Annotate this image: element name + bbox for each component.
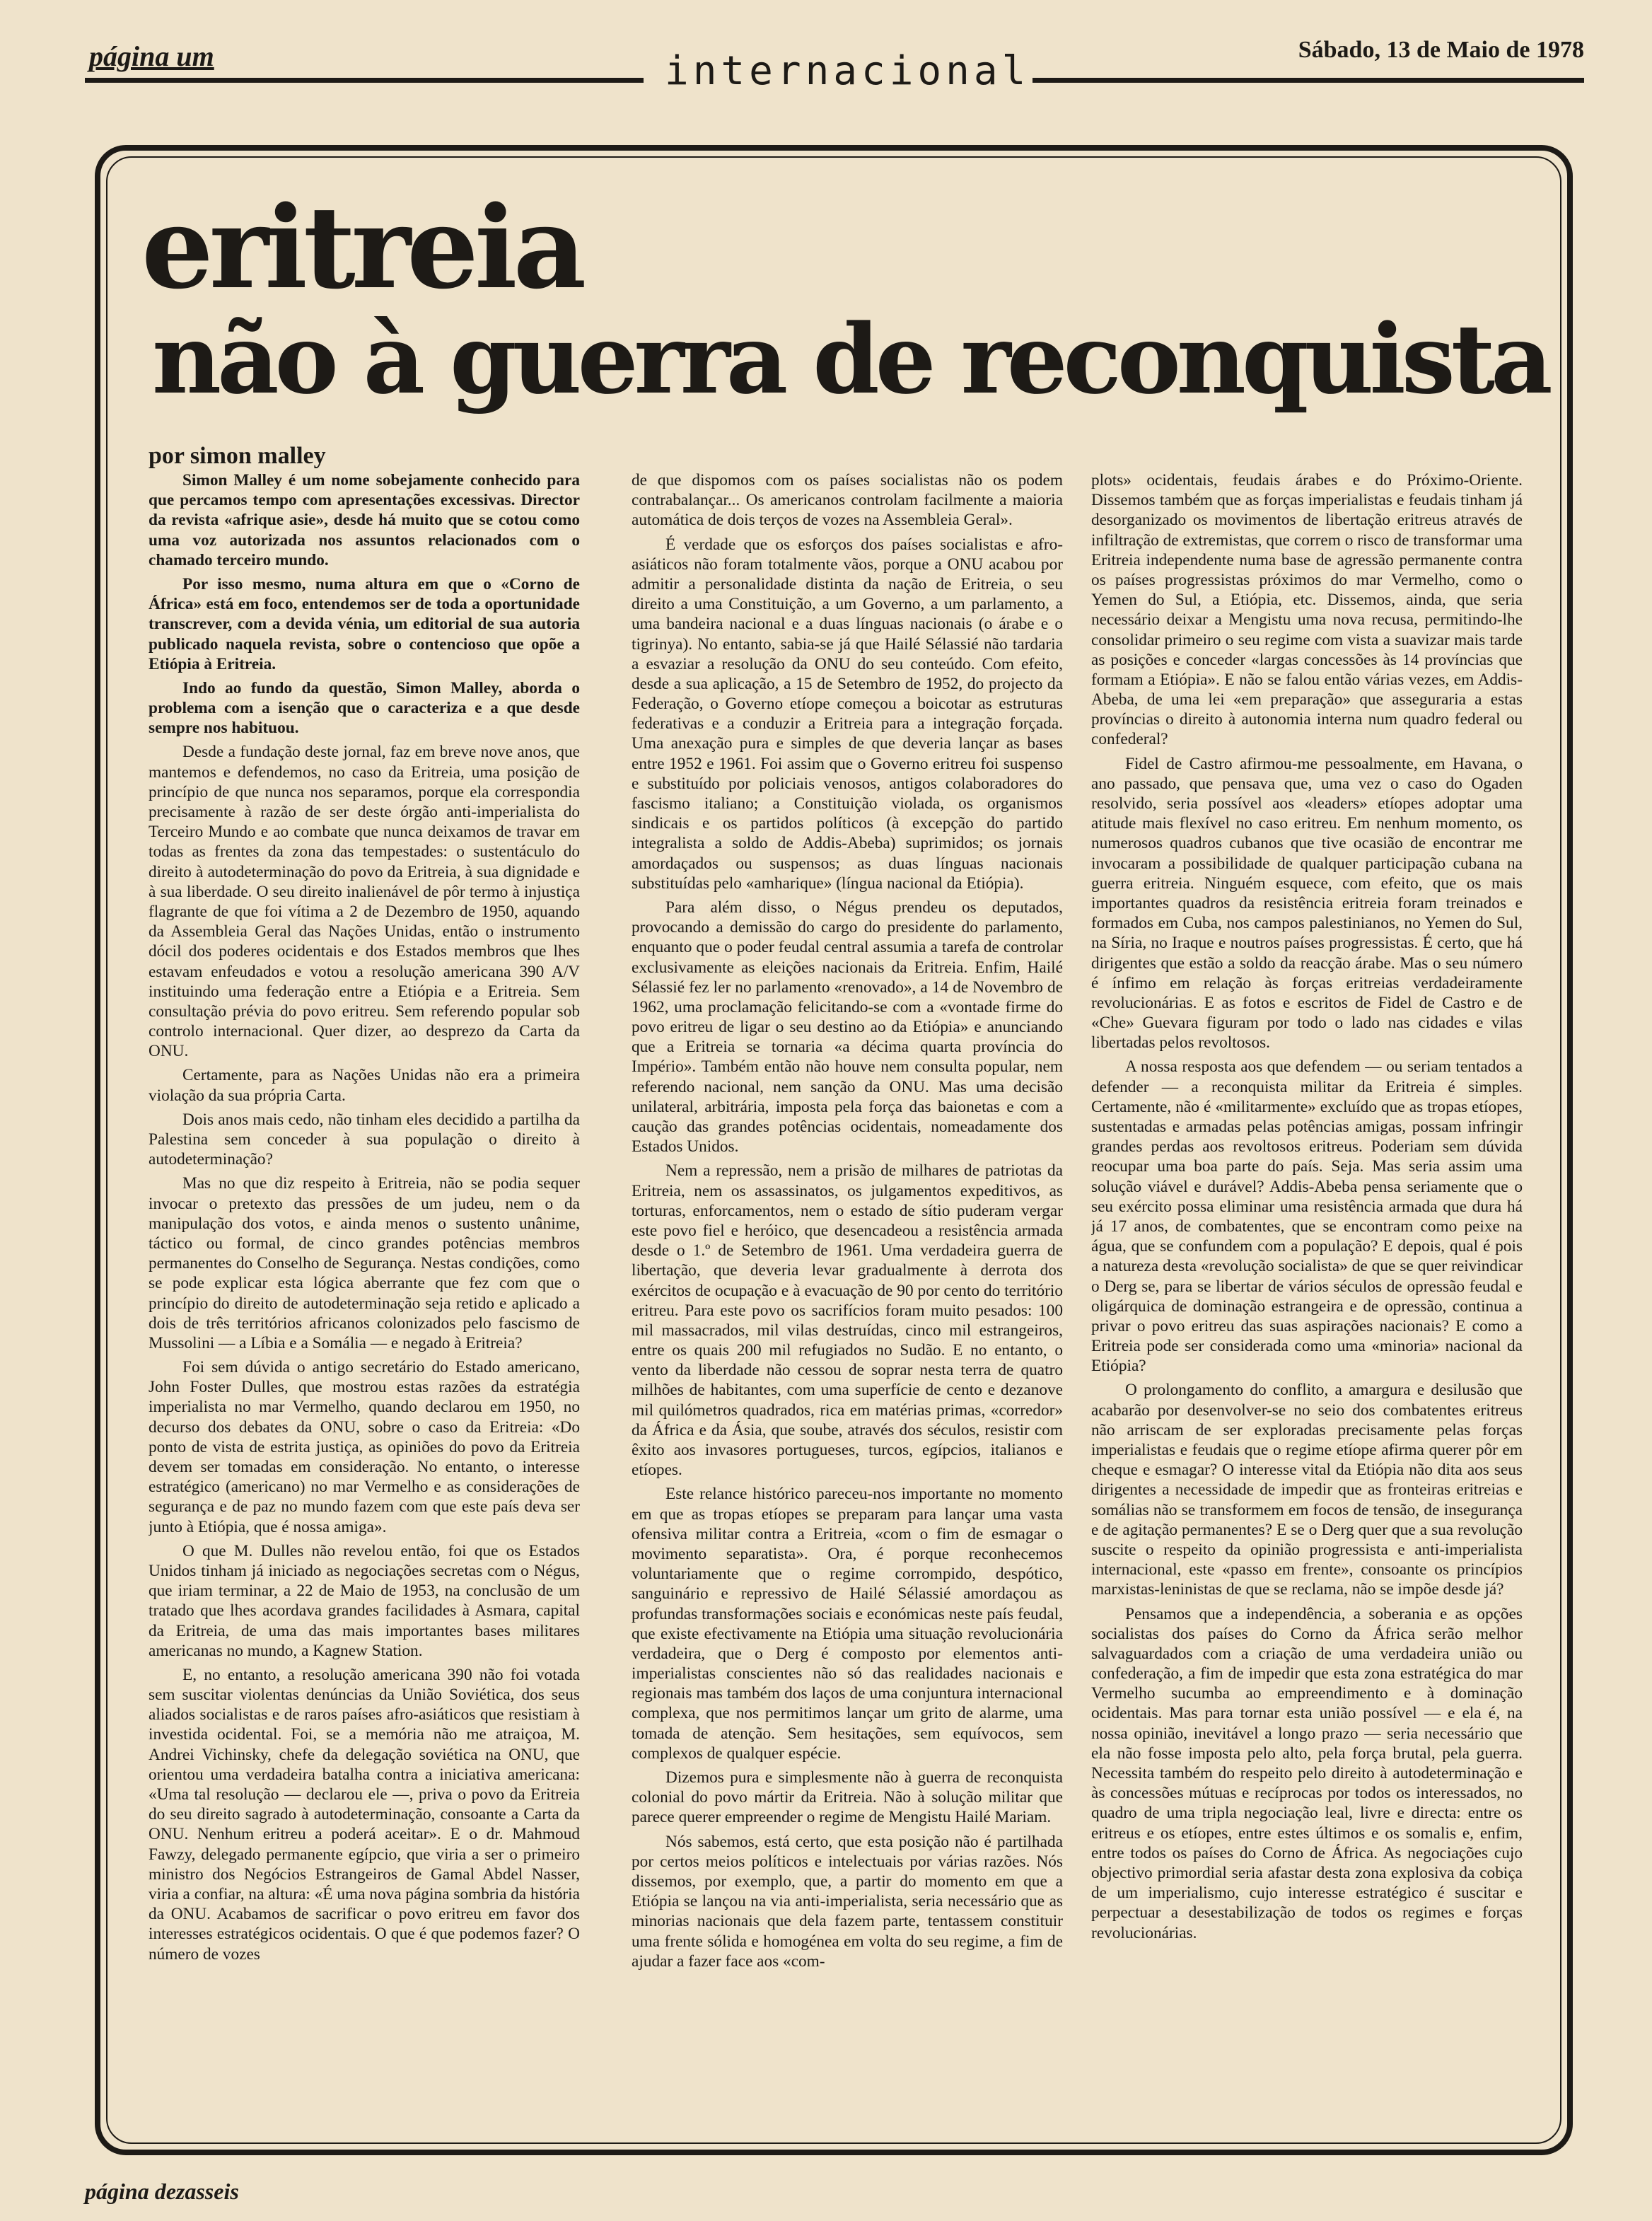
article-paragraph: plots» ocidentais, feudais árabes e do Próximo-Oriente. Dissemos também que as forças imperialistas e feudais tinham já desorganizado os movimentos de libertação eritreus através de infiltração de extremistas, que correm o risco de transformar uma Eritreia independente numa base de agressão permanente contra os países progressistas próximos do mar Vermelho, como o Yemen do Sul, a Etiópia, etc. Dissemos, ainda, que seria necessário deixar a Mengistu uma nova recusa, permitindo-lhe consolidar primeiro o seu regime com vista a suavizar mais tarde as posições e conceder «largas concessões às 14 províncias que formam a Etiópia». E não se falou então várias vezes, em Addis-Abeba, de uma lei «em preparação» que asseguraria a estas províncias o direito à autonomia interna num quadro federal ou confederal? xyxy=(1091,471,1523,749)
issue-date: Sábado, 13 de Maio de 1978 xyxy=(1298,37,1584,63)
section-title: internacional xyxy=(665,48,1030,94)
headline-line-2: não à guerra de reconquista xyxy=(152,303,1549,415)
article-paragraph: É verdade que os esforços dos países socialistas e afro-asiáticos não foram totalmente vãos, porque a ONU acabou por admitir a personalidade distinta da nação de Eritreia, o seu direito a uma Constituição, a um Governo, a um parlamento, a uma bandeira nacional e a duas línguas nacionais (o árabe e o tigrinya). No entanto, sabia-se já que Hailé Sélassié não tardaria a esvaziar a resolução da ONU do seu conteúdo. Com efeito, desde a sua aplicação, a 15 de Setembro de 1952, do projecto da Federação, o Governo etíope começou a boicotar as estruturas federativas e a conduzir a Eritreia para a integração forçada. Uma anexação pura e simples de que deveria lançar as bases entre 1952 e 1961. Foi assim que o Governo eritreu foi suspenso e substituído por policiais venosos, antigos colaboradores do fascismo italiano; a Constituição violada, os organismos sindicais e os partidos políticos (à excepção do partido integralista a soldo de Addis-Abeba) suprimidos; os jornais amordaçados ou suspensos; as duas línguas nacionais substituídas pelo «amharique» (língua nacional da Etiópia). xyxy=(632,535,1063,893)
header-rule-right xyxy=(1032,78,1584,83)
article-paragraph: Certamente, para as Nações Unidas não era a primeira violação da sua própria Carta. xyxy=(149,1066,580,1105)
article-paragraph: Para além disso, o Négus prendeu os deputados, provocando a demissão do cargo do presidente do parlamento, enquanto que o poder feudal central assumia a tarefa de controlar exclusivamente as eleições nacionais da Eritreia. Enfim, Hailé Sélassié fez ler no parlamento «renovado», a 14 de Novembro de 1962, uma proclamação felicitando-se com a «vontade firme do povo eritreu de ligar o seu destino ao da Etiópia» e anunciando que a Eritreia se tornaria «a décima quarta província do Império». Também então não houve nem consulta popular, nem referendo nacional, nem sanção da ONU. Mas uma decisão unilateral, arbitrária, imposta pela força das baionetas e com a caução das grandes potências ocidentais, nomeadamente dos Estados Unidos. xyxy=(632,898,1063,1156)
article-paragraph: A nossa resposta aos que defendem — ou seriam tentados a defender — a reconquista militar da Eritreia é simples. Certamente, não é «militarmente» excluído que as tropas etíopes, sustentadas e armadas pelas potências amigas, possam infringir grandes perdas aos revoltosos eritreus. Poderiam sem dúvida reocupar uma boa parte do país. Seja. Mas seria assim uma solução viável e durável? Addis-Abeba pensa seriamente que o seu exército possa eliminar uma resistência armada que dura há já 17 anos, de combatentes, que se encontram como peixe na água, que se confundem com a população? E depois, qual é pois a natureza desta «revolução socialista» de que se quer reivindicar o Derg se, para se libertar de vários séculos de opressão feudal e oligárquica de dominação estrangeira e de opressão, continua a privar o povo eritreu das suas aspirações nacionais? E como a Eritreia pode ser considerada como uma «minoria» nacional da Etiópia? xyxy=(1091,1057,1523,1376)
article-paragraph: Nós sabemos, está certo, que esta posição não é partilhada por certos meios políticos e intelectuais por várias razões. Nós dissemos, por exemplo, que, a partir do momento em que a Etiópia se lançou na via anti-imperialista, seria necessário que as minorias nacionais que dela fazem parte, tentassem constituir uma frente sólida e homogénea em volta do seu regime, a fim de ajudar a fazer face aos «com- xyxy=(632,1832,1063,1971)
article-paragraph: Por isso mesmo, numa altura em que o «Corno de África» está em foco, entendemos ser de toda a oportunidade transcrever, com a devida vénia, um editorial de sua autoria publicado naquela revista, sobre o contencioso que opõe a Etiópia à Eritreia. xyxy=(149,574,580,673)
article-paragraph: Este relance histórico pareceu-nos importante no momento em que as tropas etíopes se preparam para lançar uma vasta ofensiva militar contra a Eritreia, «com o fim de esmagar o movimento separatista». Ora, é porque reconhecemos voluntariamente que o regime corrompido, despótico, sanguinário e repressivo de Hailé Sélassié amordaçou as profundas transformações sociais e económicas neste país feudal, que existe efectivamente na Etiópia uma situação revolucionária verdadeira, que o Derg é composto por elementos anti-imperialistas conscientes não só das realidades nacionais e regionais mas também dos laços de uma conjuntura internacional complexa, que nos permitimos lançar um grito de alarme, uma tomada de atenção. Sem hesitações, sem equívocos, sem complexos de qualquer espécie. xyxy=(632,1485,1063,1763)
article-paragraph: Desde a fundação deste jornal, faz em breve nove anos, que mantemos e defendemos, no caso da Eritreia, uma posição de princípio de que nunca nos separamos, porque ela correspondia precisamente à razão de ser deste órgão anti-imperialista do Terceiro Mundo e ao combate que nunca deixamos de travar em todas as frentes da zona das tempestades: o sustentáculo do direito à autodeterminação do povo da Eritreia, à sua dignidade e à sua liberdade. O seu direito inalienável de pôr termo à injustiça flagrante de que foi vítima a 2 de Dezembro de 1950, aquando da Assembleia Geral das Nações Unidas, então o instrumento dócil dos poderes ocidentais e dos Estados membros que lhes estavam enfeudados e votou a resolução americana 390 A/V instituindo uma federação entre a Etiópia e a Eritreia. Sem consultação prévia do povo eritreu. Sem referendo popular sob controlo internacional. Quer dizer, ao desprezo da Carta da ONU. xyxy=(149,743,580,1061)
article-paragraph: Fidel de Castro afirmou-me pessoalmente, em Havana, o ano passado, que pensava que, uma vez o caso do Ogaden resolvido, seria possível aos «leaders» etíopes adoptar uma atitude mais flexível no caso eritreu. Em nenhum momento, os numerosos quadros cubanos que tive ocasião de encontrar me invocaram a possibilidade de qualquer participação cubana na guerra eritreia. Ninguém esquece, com efeito, que os mais importantes quadros da resistência eritreia foram treinados e formados em Cuba, nos campos palestinianos, no Yemen do Sul, na Síria, no Iraque e noutros países progressistas. É certo, que há dirigentes que estão a soldo da reacção árabe. Mas o seu número é ínfimo em relação às forças eritreias verdadeiramente revolucionárias. E as fotos e escritos de Fidel de Castro e de «Che» Guevara figuram por todo o lado nas cidades e vilas libertadas pelos revoltosos. xyxy=(1091,754,1523,1052)
article-column-3 xyxy=(1091,470,1523,2118)
header-rule-left xyxy=(85,78,644,83)
article-column-2 xyxy=(632,470,1063,2118)
footer-page-label: página dezasseis xyxy=(85,2179,239,2204)
byline: por simon malley xyxy=(149,443,326,469)
article-paragraph: Indo ao fundo da questão, Simon Malley, aborda o problema com a isenção que o caracteriza e a que desde sempre nos habituou. xyxy=(149,678,580,738)
article-paragraph: Dois anos mais cedo, não tinham eles decidido a partilha da Palestina sem conceder à sua população o direito à autodeterminação? xyxy=(149,1110,580,1169)
headline-line-1: eritreia xyxy=(141,181,583,314)
article-paragraph: E, no entanto, a resolução americana 390 não foi votada sem suscitar violentas denúncias da União Soviética, dos seus aliados socialistas e de raros países afro-asiáticos que resistiam à investida ocidental. Foi, se a memória não me atraiçoa, M. Andrei Vichinsky, chefe da delegação soviética na ONU, que orientou uma verdadeira batalha contra a iniciativa americana: «Uma tal resolução — declarou ele —, priva o povo da Eritreia do seu direito sagrado à autodeterminação, consoante a Carta da ONU. Nenhum eritreu a poderá aceitar». E o dr. Mahmoud Fawzy, delegado permanente egípcio, que viria a ser o primeiro ministro dos Negócios Estrangeiros de Gamal Abdel Nasser, viria a confiar, na altura: «É uma nova página sombria da história da ONU. Acabamos de sacrificar o povo eritreu em favor dos interesses estratégicos ocidentais. O que é que podemos fazer? O número de vozes xyxy=(149,1665,580,1964)
article-paragraph: Mas no que diz respeito à Eritreia, não se podia sequer invocar o pretexto das pressões de um judeu, nem o da manipulação dos votos, e ainda menos o sustento unânime, táctico ou formal, de cinco grandes potências membros permanentes do Conselho de Segurança. Nestas condições, como se pode explicar esta lógica aberrante que fez com que o princípio do direito de autodeterminação seja retido e aplicado a dois de três territórios africanos colonizados pelo fascismo de Mussolini — a Líbia e a Somália — e negado à Eritreia? xyxy=(149,1174,580,1352)
article-paragraph: O que M. Dulles não revelou então, foi que os Estados Unidos tinham já iniciado as negociações secretas com o Négus, que iriam terminar, a 22 de Maio de 1953, na conclusão de um tratado que lhes acordava grandes facilidades à Asmara, capital da Eritreia, de uma das mais importantes bases militares americanas no mundo, a Kagnew Station. xyxy=(149,1541,580,1660)
article-paragraph: de que dispomos com os países socialistas não os podem contrabalançar... Os americanos controlam facilmente a maioria automática de dois terços de vozes na Assembleia Geral». xyxy=(632,471,1063,530)
article-paragraph: Foi sem dúvida o antigo secretário do Estado americano, John Foster Dulles, que mostrou estas razões da estratégia imperialista no mar Vermelho, quando declarou em 1950, no decurso dos debates da ONU, sobre o caso da Eritreia: «Do ponto de vista de estrita justiça, as opiniões do povo da Eritreia devem ser tomadas em consideração. No entanto, o interesse estratégico (americano) no mar Vermelho e as considerações de segurança e de paz no mundo fazem com que este país deva ser junto à Etiópia, que é nossa amiga». xyxy=(149,1358,580,1536)
page-label: página um xyxy=(89,40,214,72)
page-header xyxy=(85,27,1584,105)
article-column-1 xyxy=(149,470,580,2118)
article-paragraph: Pensamos que a independência, a soberania e as opções socialistas dos países do Corno da África serão melhor salvaguardados com a criação de uma verdadeira união ou confederação, a fim de impedir que esta zona estratégica do mar Vermelho sucumba ao empreendimento e à dominação ocidentais. Mas para tornar esta união possível — e ela é, na nossa opinião, inevitável a longo prazo — seria necessário que ela não fosse imposta pelo alto, pela força brutal, pela guerra. Necessita também do respeito pelo direito à autodeterminação e às concessões mútuas e recíprocas por todos os interessados, no quadro de uma tripla negociação leal, livre e directa: entre os eritreus e os etíopes, entre estes últimos e os somalis e, enfim, entre todos os países do Corno de África. As negociações cujo objectivo primordial seria afastar desta zona explosiva da cobiça de um imperialismo, cujo interesse estratégico é suscitar e perpectuar a desestabilização de todos os regimes e forças revolucionárias. xyxy=(1091,1604,1523,1942)
article-paragraph: Dizemos pura e simplesmente não à guerra de reconquista colonial do povo mártir da Eritreia. Não à solução militar que parece querer empreender o regime de Mengistu Hailé Mariam. xyxy=(632,1768,1063,1827)
article-paragraph: Nem a repressão, nem a prisão de milhares de patriotas da Eritreia, nem os assassinatos, os julgamentos expeditivos, as torturas, enforcamentos, nem o estado de sítio puderam vergar este povo fiel e heróico, que desencadeou a resistência armada desde o 1.º de Setembro de 1961. Uma verdadeira guerra de libertação, que deveria levar gradualmente à derrota dos exércitos de ocupação e à evacuação de 90 por cento do território eritreu. Para este povo os sacrifícios foram muito pesados: 100 mil massacrados, mil vilas destruídas, cinco mil estrangeiros, entre os quais 200 mil refugiados no Sudão. E no entanto, o vento da liberdade não cessou de soprar nesta terra de quatro milhões de habitantes, com uma superfície de cento e dezanove mil quilómetros quadrados, rica em matérias primas, «corredor» da África e da Ásia, que soube, através dos séculos, resistir com êxito aos invasores portugueses, turcos, egípcios, italianos e etíopes. xyxy=(632,1161,1063,1480)
article-paragraph: O prolongamento do conflito, a amargura e desilusão que acabarão por desenvolver-se no seio dos combatentes eritreus não arriscam de ser exploradas precisamente pelas forças imperialistas e feudais que o regime etíope afirma querer pôr em cheque e esmagar? O interesse vital da Etiópia não dita aos seus dirigentes a necessidade de impedir que as fronteiras eritreias e somálias não se transformem em focos de tensão, de insegurança e de agitação permanentes? E se o Derg quer que a sua revolução suscite o respeito da opinião progressista e anti-imperialista internacional, este «passo em frente», consoante os princípios marxistas-leninistas de que se reclama, não se impõe desde já? xyxy=(1091,1381,1523,1599)
article-paragraph: Simon Malley é um nome sobejamente conhecido para que percamos tempo com apresentações excessivas. Director da revista «afrique asie», desde há muito que se cotou como uma voz autorizada nos assuntos relacionados com o chamado terceiro mundo. xyxy=(149,471,580,569)
